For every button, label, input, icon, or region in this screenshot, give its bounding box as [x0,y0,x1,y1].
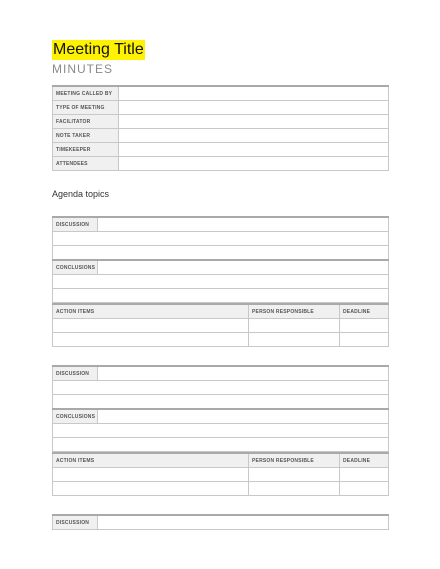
facilitator-label: FACILITATOR [53,115,119,129]
facilitator-field[interactable] [119,115,389,129]
person-responsible-header: PERSON RESPONSIBLE [249,304,340,319]
topic-discussion-table [52,514,389,530]
timekeeper-label: TIMEKEEPER [53,143,119,157]
conclusions-label: CONCLUSIONS [53,260,98,275]
person-responsible-cell[interactable] [249,482,340,496]
action-item-cell[interactable] [53,333,249,347]
deadline-cell[interactable] [340,333,389,347]
agenda-topics-heading: Agenda topics [52,189,110,199]
action-item-cell[interactable] [53,319,249,333]
meeting-called-by-label: MEETING CALLED BY [53,86,119,101]
discussion-field[interactable] [98,515,389,530]
person-responsible-cell[interactable] [249,333,340,347]
meeting-info-table [52,85,389,171]
deadline-header: DEADLINE [340,304,389,319]
action-item-cell[interactable] [53,482,249,496]
type-of-meeting-field[interactable] [119,101,389,115]
discussion-field[interactable] [98,217,389,232]
minutes-subtitle: MINUTES [52,62,113,76]
conclusions-notes-row[interactable] [53,289,389,303]
discussion-notes-row[interactable] [53,232,389,246]
meeting-title[interactable]: Meeting Title [53,41,144,58]
type-of-meeting-label: TYPE OF MEETING [53,101,119,115]
action-item-cell[interactable] [53,468,249,482]
action-items-header: ACTION ITEMS [53,304,249,319]
person-responsible-header: PERSON RESPONSIBLE [249,453,340,468]
discussion-field[interactable] [98,366,389,381]
deadline-cell[interactable] [340,482,389,496]
discussion-notes-row[interactable] [53,381,389,395]
person-responsible-cell[interactable] [249,468,340,482]
conclusions-field[interactable] [98,409,389,424]
discussion-label: DISCUSSION [53,217,98,232]
attendees-field[interactable] [119,157,389,171]
person-responsible-cell[interactable] [249,319,340,333]
topic-discussion-table [52,216,389,303]
note-taker-label: NOTE TAKER [53,129,119,143]
timekeeper-field[interactable] [119,143,389,157]
discussion-label: DISCUSSION [53,366,98,381]
deadline-cell[interactable] [340,468,389,482]
conclusions-notes-row[interactable] [53,275,389,289]
meeting-called-by-field[interactable] [119,86,389,101]
discussion-notes-row[interactable] [53,395,389,410]
conclusions-notes-row[interactable] [53,438,389,452]
attendees-label: ATTENDEES [53,157,119,171]
conclusions-field[interactable] [98,260,389,275]
conclusions-label: CONCLUSIONS [53,409,98,424]
deadline-cell[interactable] [340,319,389,333]
action-items-header: ACTION ITEMS [53,453,249,468]
action-items-table [52,452,389,496]
conclusions-notes-row[interactable] [53,424,389,438]
deadline-header: DEADLINE [340,453,389,468]
action-items-table [52,303,389,347]
discussion-label: DISCUSSION [53,515,98,530]
topic-discussion-table [52,365,389,452]
discussion-notes-row[interactable] [53,246,389,261]
note-taker-field[interactable] [119,129,389,143]
